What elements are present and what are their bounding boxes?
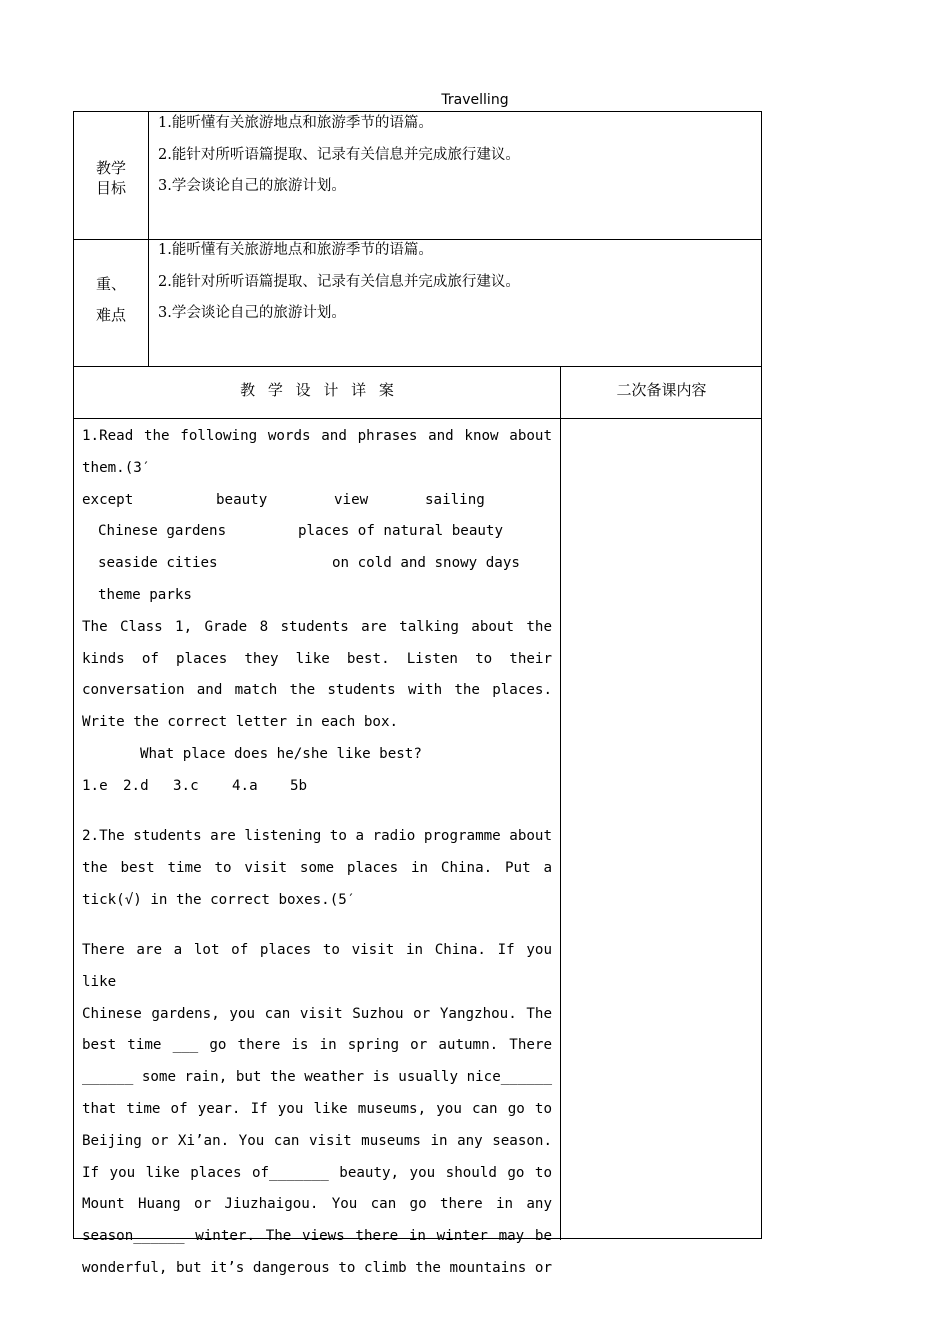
content-line: them.(3′	[82, 459, 151, 476]
design-content-cell	[74, 419, 560, 1276]
design-header: 教 学 设 计 详 案	[240, 381, 394, 399]
content-line: conversation and match the students with the places.	[82, 682, 552, 699]
key-points-list	[158, 235, 520, 330]
second-header: 二次备课内容	[616, 381, 707, 399]
content-line: The Class 1, Grade 8 students are talking about the	[82, 618, 552, 635]
row-divider	[74, 366, 761, 367]
lesson-plan-table	[73, 111, 762, 1276]
content-line: the best time to visit some places in China. Put a	[82, 859, 552, 876]
second-prep-cell	[561, 419, 763, 1240]
content-line: 1.Read the following words and phrases and know about	[82, 428, 552, 444]
answer-line: 1.e 2.d 3.c 4.a 5b	[82, 777, 308, 794]
column-divider	[148, 112, 149, 366]
key-point-item: 3.学会谈论自己的旅游计划。	[158, 305, 346, 321]
passage-line: that time of year. If you like museums, you can go to	[82, 1100, 552, 1117]
key-point-item: 2.能针对所听语篇提取、记录有关信息并完成旅行建议。	[158, 273, 520, 290]
passage-line: Chinese gardens, you can visit Suzhou or Yangzhou. The	[82, 1005, 552, 1022]
objective-item: 3.学会谈论自己的旅游计划。	[158, 178, 346, 194]
objectives-label: 教学 目标	[95, 159, 126, 197]
passage-line: If you like places of_______ beauty, you should go to	[82, 1164, 552, 1181]
content-line: kinds of places they like best. Listen to their	[82, 650, 552, 667]
phrase-list: Chinese gardens places of natural beauty	[98, 523, 503, 540]
objective-item: 1.能听懂有关旅游地点和旅游季节的语篇。	[158, 115, 433, 131]
key-points-label-2: 难点	[95, 306, 126, 324]
passage-line: ______ some rain, but the weather is usually nice______	[82, 1069, 552, 1086]
key-points-label-1: 重、	[95, 275, 126, 293]
key-point-item: 1.能听懂有关旅游地点和旅游季节的语篇。	[158, 242, 433, 258]
phrase-list: seaside cities on cold and snowy days	[98, 555, 520, 572]
phrase-list: theme parks	[98, 586, 192, 603]
question-line: What place does he/she like best?	[140, 745, 422, 762]
word-list: except beauty view sailing	[82, 491, 485, 508]
content-line: tick(√) in the correct boxes.(5′	[82, 891, 356, 908]
lesson-content	[82, 421, 552, 1285]
content-line: 2.The students are listening to a radio programme about	[82, 828, 552, 845]
passage-line: There are a lot of places to visit in China. If you like	[82, 941, 552, 990]
passage-line: best time ___ go there is in spring or autumn. There	[82, 1037, 552, 1054]
content-line: Write the correct letter in each box.	[82, 714, 399, 731]
objective-item: 2.能针对所听语篇提取、记录有关信息并完成旅行建议。	[158, 146, 520, 163]
passage-line: Mount Huang or Jiuzhaigou. You can go there in any	[82, 1196, 552, 1213]
objectives-list	[158, 108, 520, 203]
passage-line: wonderful, but it’s dangerous to climb the mountains or	[82, 1259, 552, 1276]
passage-line: season______ winter. The views there in winter may be	[82, 1228, 552, 1245]
document-title: Travelling	[441, 92, 509, 108]
passage-line: Beijing or Xi’an. You can visit museums in any season.	[82, 1132, 552, 1149]
